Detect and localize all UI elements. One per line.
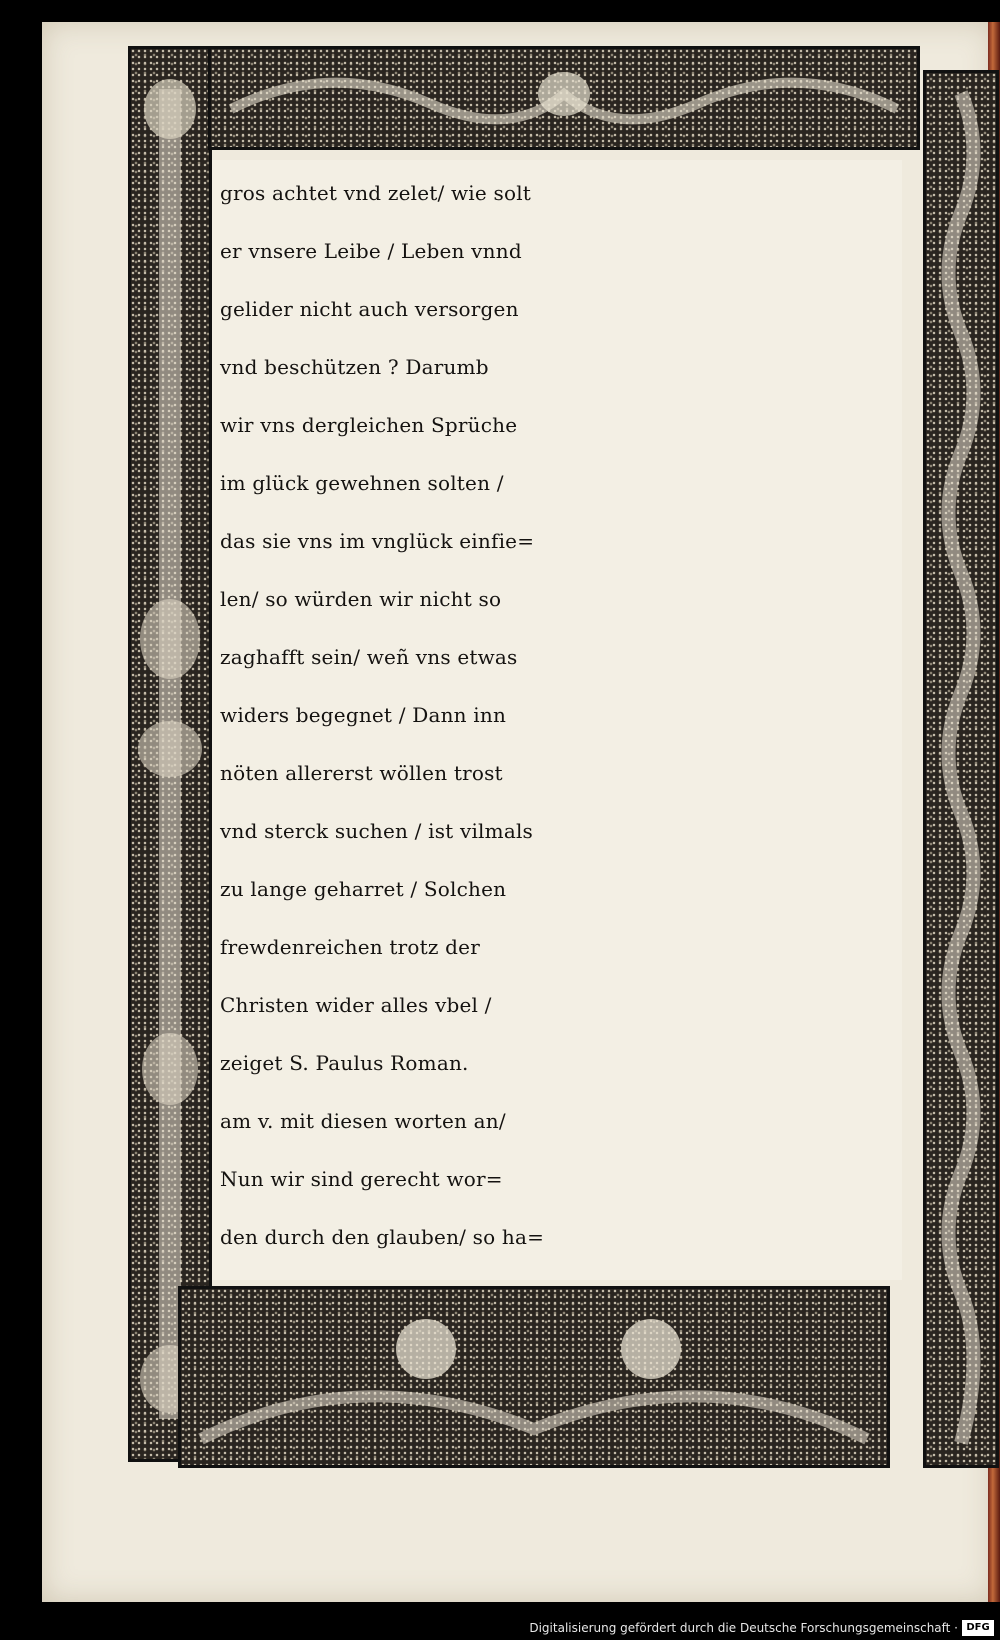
text-line: Nun wir sind gerecht wor=	[220, 1167, 503, 1191]
left-ornament-column	[128, 46, 212, 1462]
bottom-ornament-band	[178, 1286, 890, 1468]
text-line: frewdenreichen trotz der	[220, 935, 480, 959]
text-line: gros achtet vnd zelet/ wie solt	[220, 181, 532, 205]
text-line: im glück gewehnen solten /	[220, 471, 504, 495]
text-line: wir vns dergleichen Sprüche	[220, 413, 518, 437]
text-line: vnd beschützen ? Darumb	[220, 355, 489, 379]
text-line: zu lange geharret / Solchen	[220, 877, 507, 901]
text-line: am v. mit diesen worten an/	[220, 1109, 506, 1133]
right-ornament-column	[923, 70, 999, 1468]
top-ornament-band	[208, 46, 920, 150]
text-line: zaghafft sein/ weñ vns etwas	[220, 645, 518, 669]
text-line: widers begegnet / Dann inn	[220, 703, 507, 727]
text-line: gelider nicht auch versorgen	[220, 297, 519, 321]
text-line: den durch den glauben/ so ha=	[220, 1225, 545, 1249]
text-line: Christen wider alles vbel /	[220, 993, 492, 1017]
footer-credit: Digitalisierung gefördert durch die Deutsche Forschungsgemeinschaft ·	[529, 1621, 958, 1635]
text-line: zeiget S. Paulus Roman.	[220, 1051, 469, 1075]
text-line: len/ so würden wir nicht so	[220, 587, 502, 611]
text-line: er vnsere Leibe / Leben vnnd	[220, 239, 522, 263]
text-line: vnd sterck suchen / ist vilmals	[220, 819, 534, 843]
text-line: das sie vns im vnglück einfie=	[220, 529, 535, 553]
dfg-logo: DFG	[962, 1620, 994, 1636]
text-block	[212, 160, 902, 1280]
text-line: nöten allererst wöllen trost	[220, 761, 503, 785]
